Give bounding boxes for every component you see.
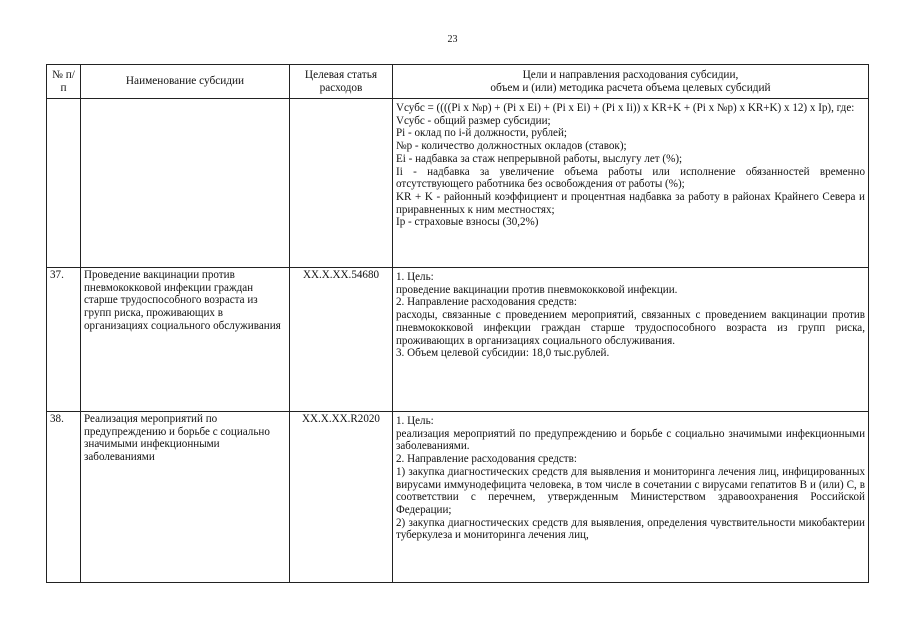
header-num: № п/п xyxy=(47,65,81,99)
description-line: 3. Объем целевой субсидии: 18,0 тыс.рублей. xyxy=(396,347,610,360)
row-description xyxy=(393,412,869,583)
row-name: Реализация мероприятий по предупреждению и борьбе с социально значимыми инфекционными заболеваниями xyxy=(81,412,290,583)
description-line: 1. Цель: xyxy=(396,271,434,283)
subsidy-table xyxy=(46,64,869,583)
row-num xyxy=(47,99,81,268)
row-num: 37. xyxy=(47,268,81,412)
description-line: KR + K - районный коэффициент и процентная надбавка за работу в районах Крайнего Севера и приравненных к ним местностях; xyxy=(396,190,865,216)
description-line: Vсубс = ((((Pi x №р) + (Pi x Ei) + (Pi x Ei) + (Pi x Ii)) x KR+K + (Pi x №р) x KR+K) x 12) x Ip), где: xyxy=(396,102,855,114)
description-line: расходы, связанные с проведением мероприятий, связанных с проведением вакцинации против пневмококковой инфекции граждан старше трудоспособного возраста из групп риска, проживающих в организациях социального обслуживания. xyxy=(396,309,865,347)
description-line: 1. Цель: xyxy=(396,415,434,427)
table-row xyxy=(47,99,869,268)
description-line: Ii - надбавка за увеличение объема работы или исполнение обязанностей временно отсутствующего работника без освобождения от работы (%); xyxy=(396,165,865,191)
page-number: 23 xyxy=(447,34,458,45)
table-row xyxy=(47,412,869,583)
row-code xyxy=(290,99,393,268)
row-description xyxy=(393,268,869,412)
table-row xyxy=(47,268,869,412)
description-line: Vсубс - общий размер субсидии; xyxy=(396,114,551,127)
description-line: Ei - надбавка за стаж непрерывной работы, выслугу лет (%); xyxy=(396,152,683,165)
description-line: 2) закупка диагностических средств для выявления, определения чувствительности микобактерии туберкулеза и мониторинга лечения лиц, xyxy=(396,516,865,542)
description-line: реализация мероприятий по предупреждению и борьбе с социально значимыми инфекционными заболеваниями. xyxy=(396,427,865,453)
row-name xyxy=(81,99,290,268)
description-line: Ip - страховые взносы (30,2%) xyxy=(396,216,539,229)
description-line: проведение вакцинации против пневмококковой инфекции. xyxy=(396,283,678,296)
description-line: 2. Направление расходования средств: xyxy=(396,453,577,466)
header-code: Целевая статья расходов xyxy=(290,65,393,99)
description-line: Pi - оклад по i-й должности, рублей; xyxy=(396,127,567,140)
header-goals-line2: объем и (или) методика расчета объема целевых субсидий xyxy=(490,81,771,94)
table-header-row xyxy=(47,65,869,99)
row-code: XX.X.XX.R2020 xyxy=(290,412,393,583)
row-description xyxy=(393,99,869,268)
description-line: 1) закупка диагностических средств для выявления и мониторинга лечения лиц, инфицированных вирусами иммунодефицита человека, в том числе в сочетании с вирусами гепатитов B и (или) C, в соответствии с перечнем, утвержденным Министерством здравоохранения Российской Федерации; xyxy=(396,465,865,516)
description-line: №р - количество должностных окладов (ставок); xyxy=(396,140,627,153)
row-name: Проведение вакцинации против пневмококковой инфекции граждан старше трудоспособного возраста из групп риска, проживающих в организациях социального обслуживания xyxy=(81,268,290,412)
row-num: 38. xyxy=(47,412,81,583)
row-code: XX.X.XX.54680 xyxy=(290,268,393,412)
description-line: 2. Направление расходования средств: xyxy=(396,296,577,309)
header-goals xyxy=(393,65,869,99)
header-goals-line1: Цели и направления расходования субсидии, xyxy=(522,68,739,81)
header-name: Наименование субсидии xyxy=(81,65,290,99)
